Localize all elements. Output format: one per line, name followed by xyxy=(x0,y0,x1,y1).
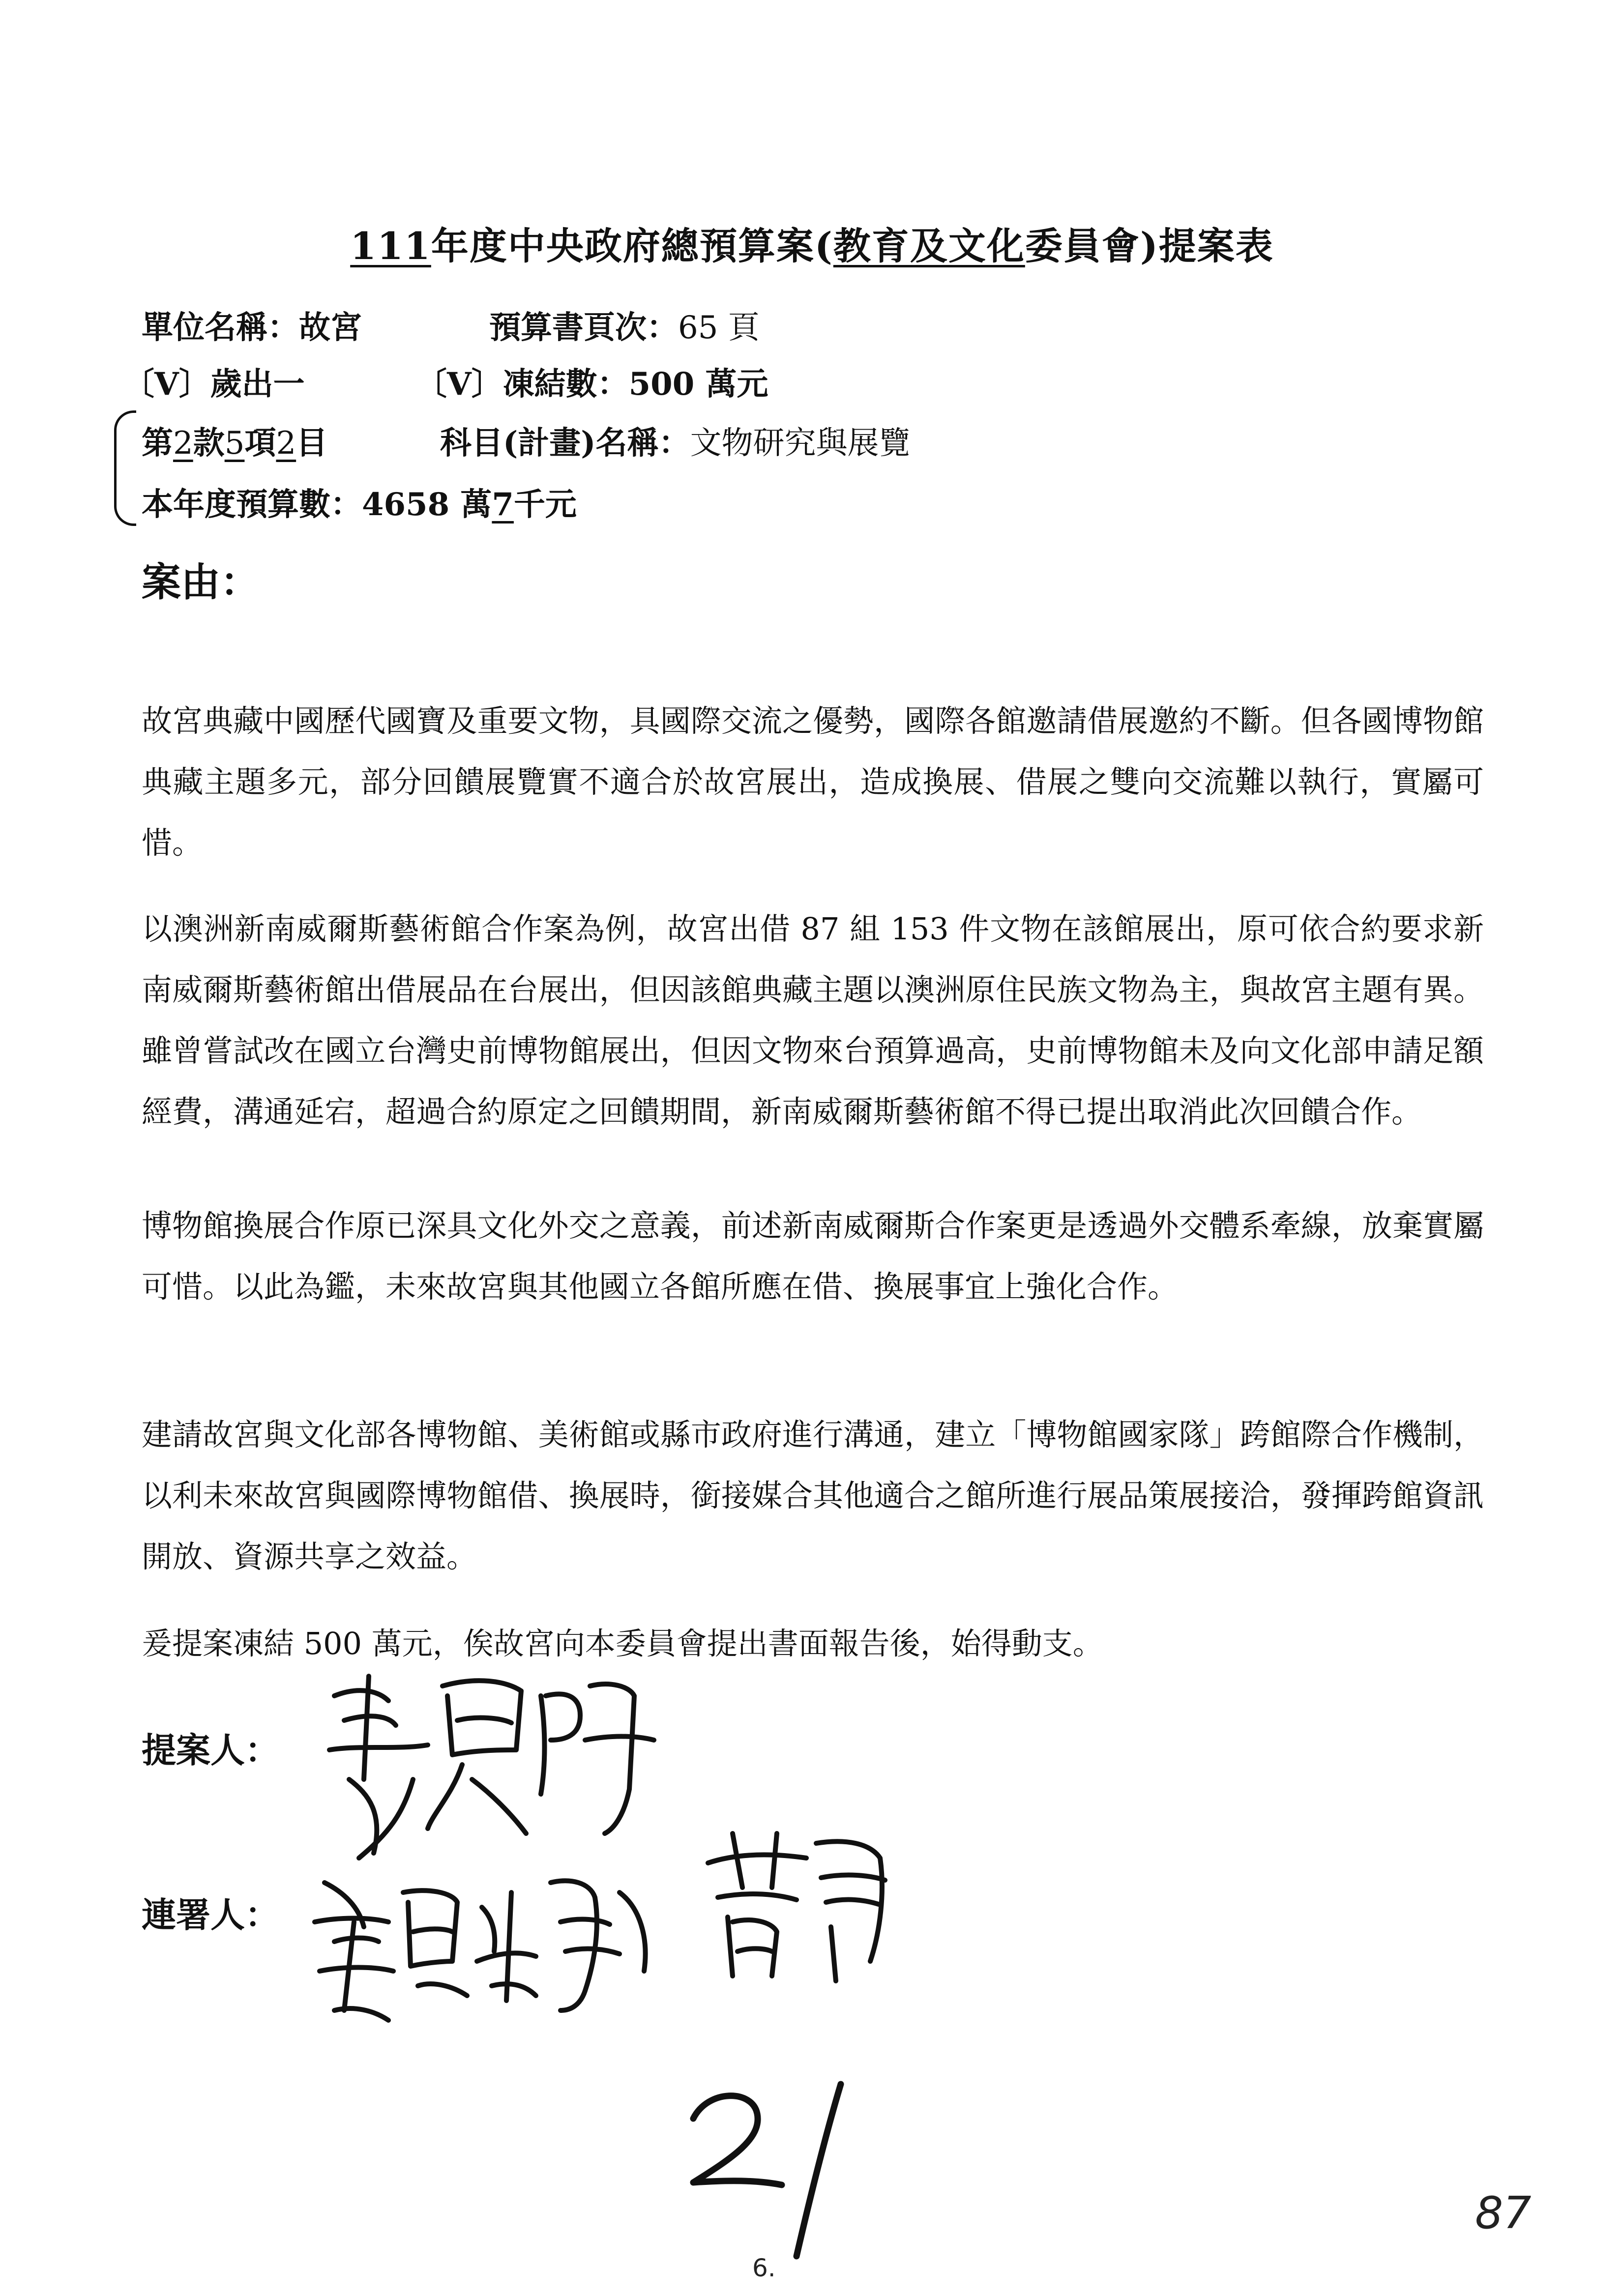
annual-budget xyxy=(142,479,577,524)
proposer-signature xyxy=(315,1666,659,1873)
cosigner-label: 連署人： xyxy=(142,1894,279,1935)
freeze-amount: 〔V〕凍結數：500 萬元 xyxy=(415,366,768,403)
kuan-number: 2 xyxy=(173,425,193,462)
budget-digit: 7 xyxy=(492,486,514,523)
paragraph-1: 故宮典藏中國歷代國寶及重要文物，具國際交流之優勢，國際各館邀請借展邀約不斷。但各國博物館典藏主題多元，部分回饋展覽實不適合於故宮展出，造成換展、借展之雙向交流難以執行，實屬可惜。 xyxy=(142,703,1484,861)
budget-page-label: 預算書頁次： xyxy=(489,309,678,346)
mu-number: 2 xyxy=(276,425,296,462)
expense-checkbox-label: 〔V〕歲出一 xyxy=(123,366,305,403)
budget-prefix: 本年度預算數：4658 萬 xyxy=(142,486,492,523)
mu-prefix: 項 xyxy=(244,425,276,462)
budget-page-value: 65 頁 xyxy=(678,310,760,346)
budget-item-code xyxy=(142,418,327,463)
xiang-prefix: 款 xyxy=(193,425,225,462)
cosigner-signature-1 xyxy=(305,1863,659,2050)
subject-name xyxy=(440,418,911,463)
unit-name: 單位名稱：故宮 xyxy=(142,309,362,346)
subject-label: 科目(計畫)名稱： xyxy=(440,425,690,462)
title-year: 111 xyxy=(350,224,431,268)
budget-suffix: 千元 xyxy=(513,486,577,523)
budget-page xyxy=(489,302,760,348)
page-number: 87 xyxy=(1475,2187,1532,2239)
title-part1: 年度中央政府總預算案( xyxy=(431,224,833,268)
xiang-number: 5 xyxy=(224,425,245,462)
paragraph-4: 建請故宮與文化部各博物館、美術館或縣市政府進行溝通，建立「博物館國家隊」跨館際合作機制，以利未來故宮與國際博物館借、換展時，銜接媒合其他適合之館所進行展品策展接洽，發揮跨館資訊開放、資源共享之效益。 xyxy=(142,1417,1484,1574)
paragraph-2: 以澳洲新南威爾斯藝術館合作案為例，故宮出借 87 組 153 件文物在該館展出，原可依合約要求新南威爾斯藝術館出借展品在台展出，但因該館典藏主題以澳洲原住民族文物為主，與故宮主題有異。雖曾嘗試改在國立台灣史前博物館展出，但因文物來台預算過高，史前博物館未及向文化部申請足額經費，溝通延宕，超過合約原定之回饋期間，新南威爾斯藝術館不得已提出取消此次回饋合作。 xyxy=(142,911,1484,1130)
subject-value: 文物研究與展覽 xyxy=(690,425,911,462)
paragraph-3: 博物館換展合作原已深具文化外交之意義，前述新南威爾斯合作案更是透過外交體系牽線，放棄實屬可惜。以此為鑑，未來故宮與其他國立各館所應在借、換展事宜上強化合作。 xyxy=(142,1208,1484,1305)
sub-number: 6. xyxy=(752,2254,776,2282)
form-title xyxy=(0,216,1624,270)
kuan-prefix: 第 xyxy=(142,425,173,462)
title-committee: 教育及文化 xyxy=(833,224,1025,268)
mu-suffix: 目 xyxy=(296,425,328,462)
reason-label: 案由： xyxy=(142,559,260,605)
paragraph-5: 爰提案凍結 500 萬元，俟故宮向本委員會提出書面報告後，始得動支。 xyxy=(142,1626,1103,1661)
item-bracket xyxy=(114,410,136,526)
cosigner-signature-2 xyxy=(698,1819,905,1996)
proposer-label: 提案人： xyxy=(142,1730,279,1771)
handwritten-number xyxy=(679,2074,885,2291)
title-part2: 委員會)提案表 xyxy=(1025,224,1274,268)
